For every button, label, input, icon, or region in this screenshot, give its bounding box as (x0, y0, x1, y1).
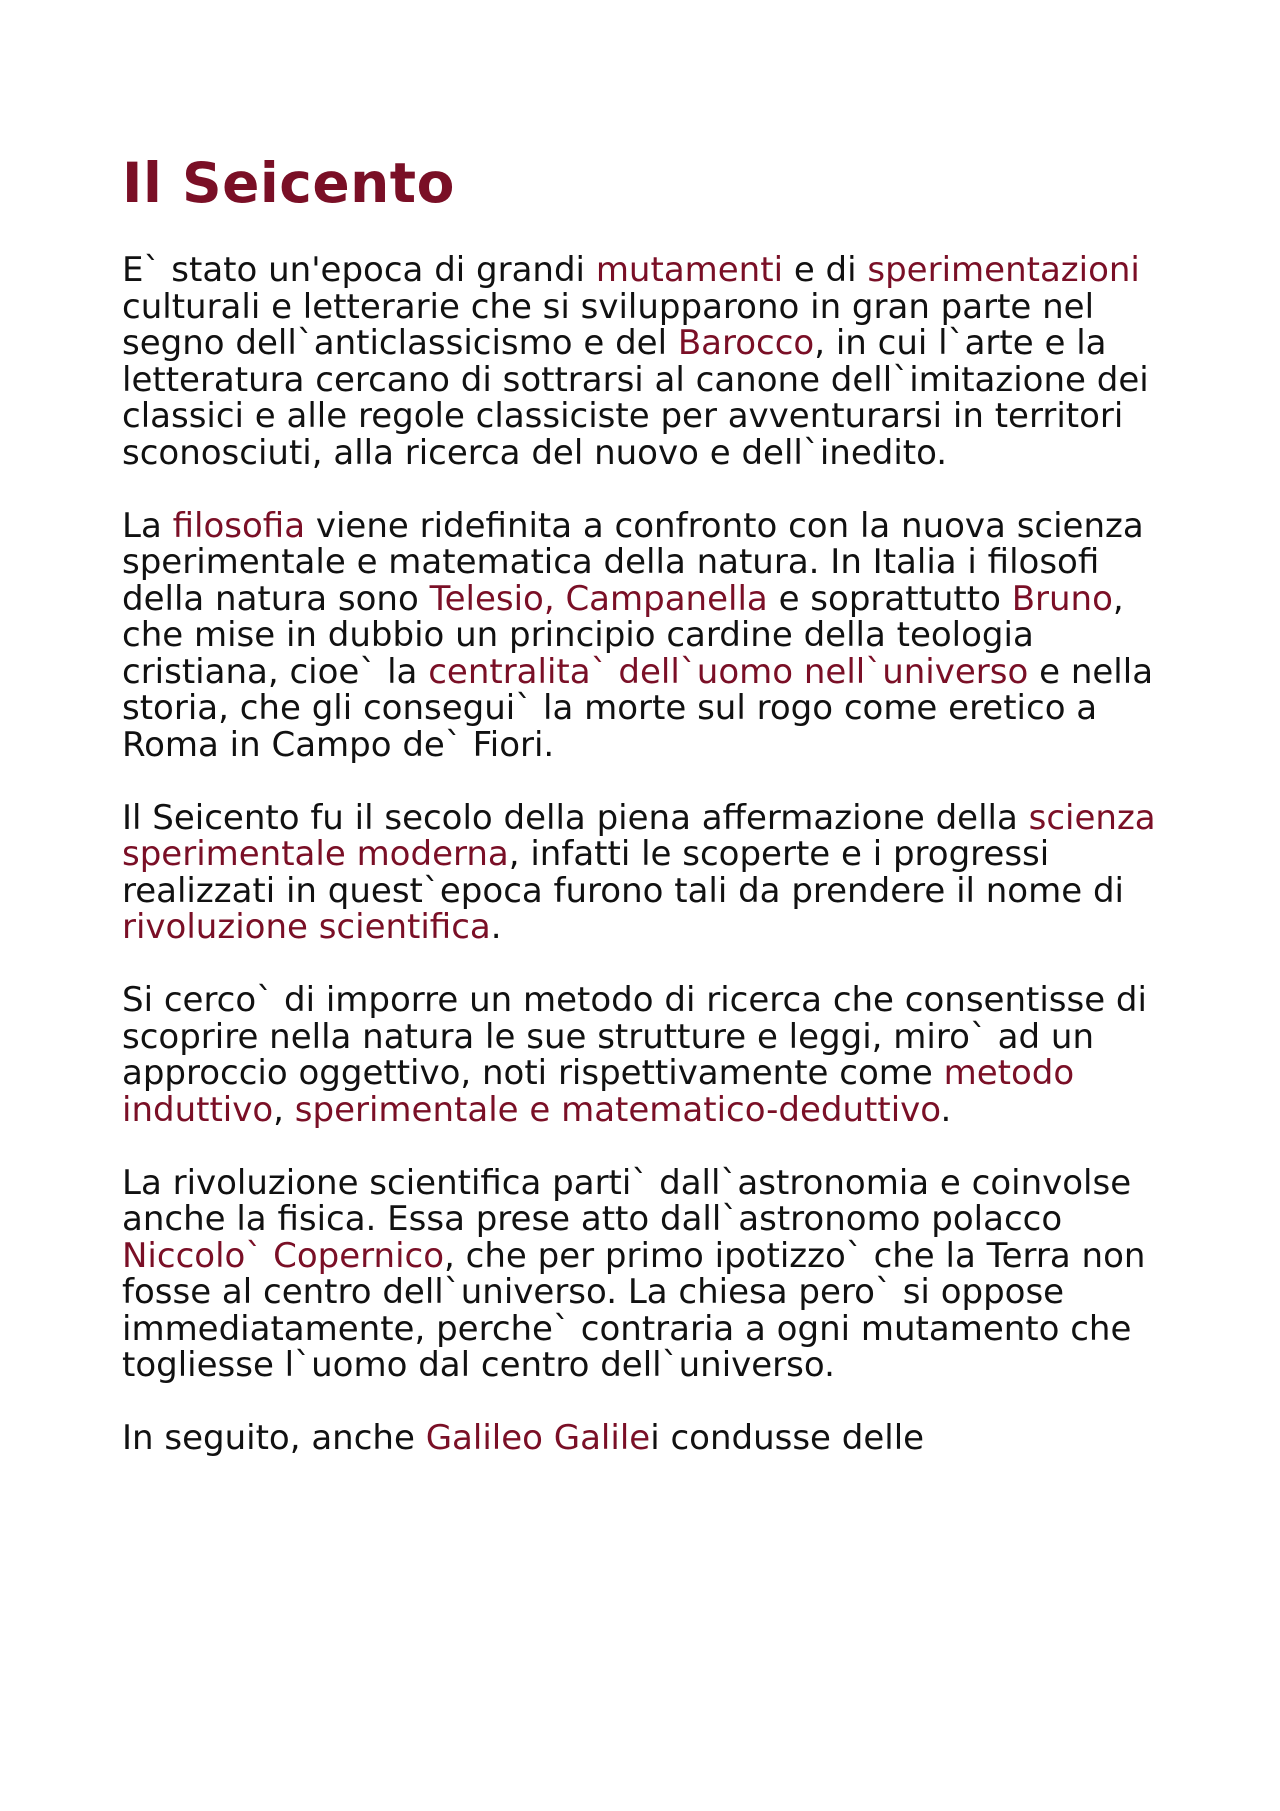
text-segment: culturali e letterarie che si svilupparono in gran parte nel segno dell`anticlassicismo e del (122, 286, 1095, 363)
text-segment: e soprattutto (767, 578, 1012, 619)
highlighted-term: scienza sperimentale moderna (122, 797, 1156, 874)
document-page (122, 150, 1192, 1493)
paragraph (122, 982, 1192, 1128)
paragraph (122, 505, 1192, 765)
text-segment: . (940, 1089, 952, 1130)
highlighted-term: sperimentale e matematico-deduttivo (294, 1089, 941, 1130)
text-segment: In seguito, anche (122, 1418, 426, 1458)
text-segment: , in cui l`arte e la letteratura cercano di sottrarsi al canone dell`imitazione dei classici e alle regole classiciste per avventurarsi in territori sconosciuti, alla ricerca del nuovo e dell`inedito. (122, 323, 1149, 473)
text-segment: Il Seicento fu il secolo della piena affermazione della (122, 797, 1029, 838)
highlighted-term: filosofia (172, 505, 306, 546)
text-segment: , che mise in dubbio un principio cardine della teologia cristiana, cioe` la (122, 578, 1124, 692)
highlighted-term: mutamenti (595, 250, 784, 290)
text-segment: La (122, 505, 173, 546)
highlighted-term: centralita` dell`uomo nell`universo (428, 651, 1029, 692)
highlighted-term: rivoluzione scientifica (122, 907, 491, 947)
highlighted-term: Bruno (1011, 578, 1113, 619)
text-segment: , (273, 1089, 295, 1130)
text-segment: viene ridefinita a confronto con la nuova scienza sperimentale e matematica della natura. In Italia i filosofi della natura sono (122, 505, 1144, 619)
text-segment: E` stato un'epoca di grandi (122, 250, 596, 290)
highlighted-term: metodo induttivo (122, 1053, 1075, 1130)
paragraph (122, 252, 1192, 471)
paragraph (122, 1162, 1192, 1385)
text-segment: e di (783, 250, 868, 290)
highlighted-term: Niccolo` Copernico (122, 1235, 445, 1276)
highlighted-term: Barocco (677, 323, 815, 363)
text-segment: , che per primo ipotizzo` che la Terra non fosse al centro dell`universo. La chiesa pero` si oppose immediatamente, perche` contraria a ogni mutamento che togliesse l`uomo dal centro dell`universo. (122, 1235, 1146, 1385)
highlighted-term: Telesio, Campanella (429, 578, 768, 619)
page-title: Il Seicento (122, 151, 455, 215)
text-segment: La rivoluzione scientifica parti` dall`astronomia e coinvolse anche la fisica. Essa prese atto dall`astronomo polacco (122, 1162, 1132, 1239)
paragraph (122, 1420, 1192, 1457)
text-segment: , infatti le scoperte e i progressi realizzati in quest`epoca furono tali da prendere il nome di (122, 834, 1124, 911)
highlighted-term: sperimentazioni (867, 250, 1140, 290)
paragraph (122, 797, 1192, 947)
text-segment: Si cerco` di imporre un metodo di ricerca che consentisse di scoprire nella natura le sue strutture e leggi, miro` ad un approccio oggettivo, noti rispettivamente come (122, 980, 1147, 1093)
text-segment: i condusse delle (650, 1418, 925, 1458)
text-segment: . (490, 907, 502, 947)
document-body (122, 252, 1192, 1457)
highlighted-term: Galileo Galile (425, 1418, 651, 1458)
text-segment: e nella storia, che gli consegui` la morte sul rogo come eretico a Roma in Campo de` Fiori. (122, 651, 1154, 765)
